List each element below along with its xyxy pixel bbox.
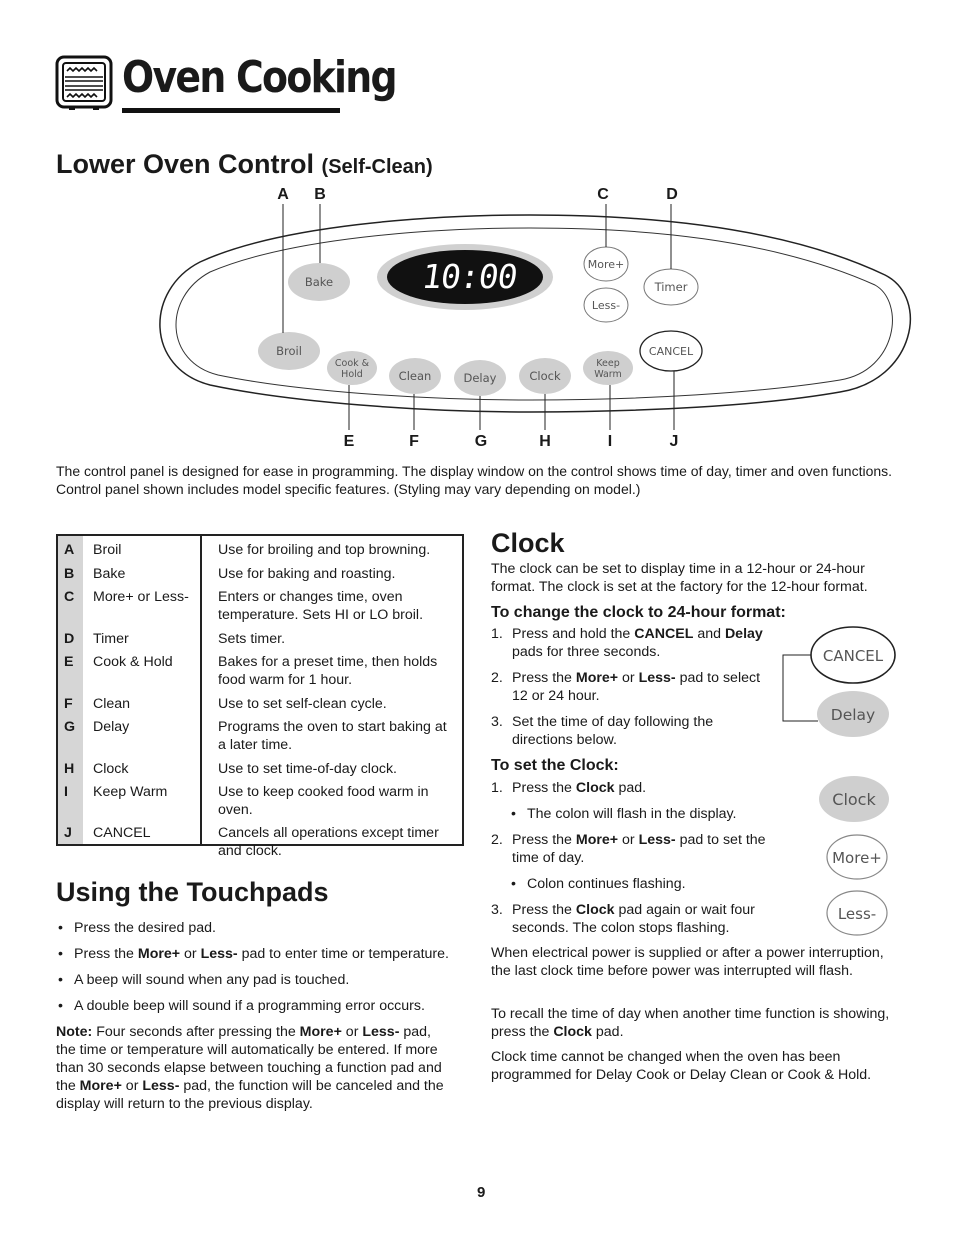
control-panel-diagram	[140, 180, 920, 455]
svg-text:Keep: Keep	[596, 358, 620, 369]
subheading-24-hour: To change the clock to 24-hour format:	[491, 604, 786, 621]
legend-table	[56, 534, 464, 859]
legend-description: Enters or changes time, oven temperature. Sets HI or LO broil.	[218, 589, 424, 623]
legend-pad-name: Keep Warm	[93, 784, 168, 800]
legend-letter: H	[64, 761, 75, 777]
clock-para-change: Clock time cannot be changed when the oven has been programmed for Delay Cook or Delay Clean or Cook & Hold.	[491, 1049, 872, 1083]
section-heading-touchpads: Using the Touchpads	[56, 877, 329, 907]
legend-description: Use to set time-of-day clock.	[218, 761, 397, 777]
legend-letter: G	[64, 719, 76, 735]
legend-letter: D	[64, 631, 75, 647]
svg-text:Clock: Clock	[832, 790, 876, 809]
svg-text:CANCEL: CANCEL	[822, 647, 884, 665]
legend-row	[58, 718, 462, 760]
legend-letter: B	[64, 566, 75, 582]
keep-warm-pad	[583, 351, 633, 385]
legend-pad-name: Broil	[93, 542, 122, 558]
cancel-delay-illustration	[780, 625, 905, 740]
bullet-item: • A double beep will sound if a programming error occurs.	[56, 997, 471, 1015]
svg-text:Warm: Warm	[594, 369, 622, 380]
svg-text:More+: More+	[587, 258, 625, 271]
timer-pad	[644, 269, 698, 305]
svg-text:Clean: Clean	[398, 369, 432, 383]
legend-row	[58, 588, 462, 630]
less-button-illustration	[827, 891, 887, 935]
delay-pad	[454, 360, 506, 396]
svg-text:More+: More+	[832, 849, 882, 867]
clock-buttons-illustration	[815, 775, 895, 940]
touchpads-bullets	[56, 919, 471, 1113]
legend-description: Cancels all operations except timer and clock.	[218, 825, 439, 859]
bake-pad	[288, 263, 350, 301]
callout-f: F	[409, 433, 419, 450]
subheading-set-clock: To set the Clock:	[491, 757, 619, 774]
legend-letter: E	[64, 654, 74, 670]
cancel-button-illustration	[811, 627, 895, 683]
svg-text:Less-: Less-	[591, 299, 621, 312]
page-number: 9	[477, 1184, 486, 1201]
legend-row	[58, 541, 462, 565]
clock-button-illustration	[819, 776, 889, 822]
svg-text:Timer: Timer	[654, 280, 688, 294]
legend-row	[58, 565, 462, 588]
svg-text:Less-: Less-	[837, 905, 877, 923]
clock-pad	[519, 358, 571, 394]
legend-letter: I	[64, 784, 68, 800]
steps-set-clock: 1. Press the Clock pad. • The colon will flash in the display. 2. Press the More+ or Less- pad to set the time of day. • Colon continues flashing. 3. Press the Clock pad again or wait four seconds. The colon stops flashing.	[491, 779, 791, 937]
section-heading-clock: Clock	[491, 528, 565, 558]
legend-description: Bakes for a preset time, then holds food warm for 1 hour.	[218, 654, 438, 688]
svg-text:Clock: Clock	[529, 369, 561, 383]
svg-text:Delay: Delay	[463, 371, 497, 385]
legend-pad-name: Clean	[93, 696, 131, 712]
clock-para-power: When electrical power is supplied or after a power interruption, the last clock time before power was interrupted will flash.	[491, 945, 884, 979]
section-heading-lower-oven: Lower Oven Control (Self-Clean)	[56, 149, 433, 179]
legend-description: Use to keep cooked food warm in oven.	[218, 784, 429, 818]
callout-d: D	[666, 186, 678, 203]
oven-icon	[55, 55, 113, 111]
legend-letter: C	[64, 589, 75, 605]
legend-pad-name: CANCEL	[93, 825, 151, 841]
legend-pad-name: Delay	[93, 719, 130, 735]
callout-h: H	[539, 433, 551, 450]
legend-pad-name: Clock	[93, 761, 129, 777]
svg-text:Broil: Broil	[276, 344, 302, 358]
legend-description: Use for baking and roasting.	[218, 566, 396, 582]
more-button-illustration	[827, 835, 887, 879]
legend-row	[58, 760, 462, 783]
clock-intro: The clock can be set to display time in a 12-hour or 24-hour format. The clock is set at the factory for the 12-hour format.	[491, 561, 868, 595]
svg-text:Bake: Bake	[304, 275, 334, 289]
legend-pad-name: Cook & Hold	[93, 654, 173, 670]
cancel-pad	[640, 331, 702, 371]
clock-para-recall: To recall the time of day when another time function is showing, press the Clock pad.	[491, 1006, 890, 1040]
legend-letter: A	[64, 542, 75, 558]
legend-description: Sets timer.	[218, 631, 286, 647]
callout-j: J	[669, 433, 679, 450]
legend-row	[58, 630, 462, 653]
bullet-item: • A beep will sound when any pad is touched.	[56, 971, 471, 989]
callout-b: B	[314, 186, 326, 203]
legend-letter: J	[64, 825, 72, 841]
clean-pad	[389, 358, 441, 394]
legend-row	[58, 824, 462, 860]
legend-description: Programs the oven to start baking at a later time.	[218, 719, 447, 753]
bullet-item: • Press the desired pad.	[56, 919, 471, 937]
legend-pad-name: More+ or Less-	[93, 589, 189, 605]
svg-text:CANCEL: CANCEL	[648, 345, 694, 358]
callout-e: E	[343, 433, 355, 450]
svg-text:Delay: Delay	[830, 706, 876, 724]
callout-c: C	[597, 186, 609, 203]
bullet-item: • Press the More+ or Less- pad to enter time or temperature.	[56, 945, 471, 963]
touchpads-note: Note: Four seconds after pressing the More+ or Less- pad, the time or temperature will automatically be entered. If more than 30 seconds elapse between touching a function pad and the More+ or Less- pad, the function will be canceled and the display will return to the previous display.	[56, 1024, 444, 1112]
legend-pad-name: Timer	[93, 631, 129, 647]
panel-intro-text: The control panel is designed for ease in programming. The display window on the control shows time of day, timer and oven functions. Control panel shown includes model specific features. (Styling may vary depending on model.)	[56, 463, 893, 497]
legend-letter: F	[64, 696, 73, 712]
svg-text:Cook &: Cook &	[334, 358, 370, 369]
page-title: Oven Cooking	[122, 52, 396, 103]
legend-row	[58, 653, 462, 695]
cook-hold-pad	[327, 351, 377, 385]
display-readout: 10:00	[419, 257, 520, 296]
broil-pad	[258, 332, 320, 370]
legend-description: Use for broiling and top browning.	[218, 542, 431, 558]
callout-i: I	[607, 433, 613, 450]
callout-a: A	[277, 186, 289, 203]
steps-24-hour: 1. Press and hold the CANCEL and Delay pads for three seconds. 2. Press the More+ or Less- pad to select 12 or 24 hour. 3. Set the time of day following the directions below.	[491, 626, 763, 748]
callout-g: G	[474, 433, 488, 450]
legend-row	[58, 783, 462, 824]
legend-row	[58, 695, 462, 718]
less-pad	[584, 288, 628, 322]
legend-description: Use to set self-clean cycle.	[218, 696, 387, 712]
svg-text:Hold: Hold	[341, 369, 363, 380]
delay-button-illustration	[817, 691, 889, 737]
more-pad	[584, 247, 628, 281]
title-underline	[122, 108, 340, 113]
legend-pad-name: Bake	[93, 566, 126, 582]
